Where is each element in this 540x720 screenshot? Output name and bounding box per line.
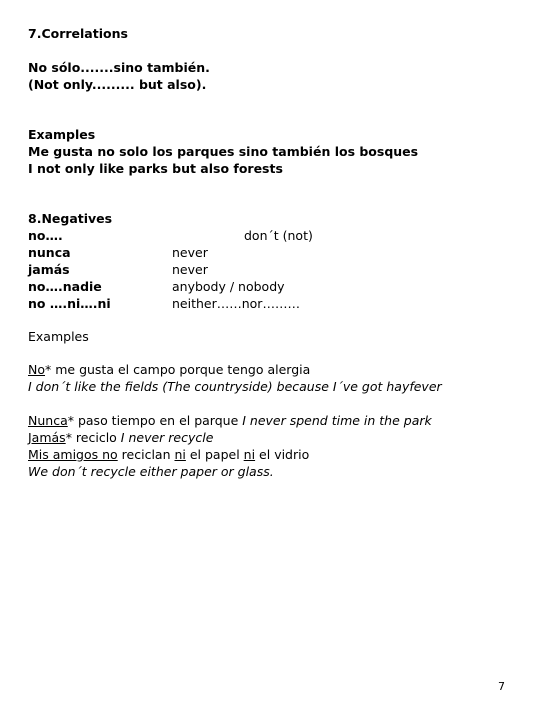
section-7-example-english: I not only like parks but also forests: [28, 161, 283, 176]
negative-english-1: never: [172, 245, 208, 260]
negative-spanish-0: no….: [28, 228, 63, 243]
example-2-rest: * paso tiempo en el parque: [67, 413, 243, 428]
section-7-example-spanish: Me gusta no solo los parques sino también los bosques: [28, 144, 419, 159]
section-7-examples-label: Examples: [28, 127, 96, 142]
example-4-underlined-2: ni: [174, 447, 186, 462]
example-3-english: I never recycle: [120, 430, 214, 445]
section-7-heading: 7.Correlations: [28, 26, 128, 41]
example-4-spanish: [28, 447, 309, 463]
example-2-english: I never spend time in the park: [242, 413, 432, 428]
page-number: 7: [498, 680, 505, 693]
correlation-english: (Not only......... but also).: [28, 77, 207, 92]
example-4-underlined-1: Mis amigos no: [28, 447, 118, 462]
negative-english-2: never: [172, 262, 208, 277]
example-3: [28, 430, 213, 446]
negative-english-3: anybody / nobody: [172, 279, 285, 294]
example-4-text-1: reciclan: [117, 447, 175, 462]
negative-english-4: neither……nor………: [172, 296, 300, 311]
negative-spanish-2: jamás: [28, 262, 70, 277]
example-1-spanish: [28, 362, 310, 378]
example-2-underlined: Nunca: [28, 413, 68, 428]
example-2: [28, 413, 432, 429]
example-1-underlined: No: [28, 362, 45, 377]
section-8-heading: 8.Negatives: [28, 211, 113, 226]
correlation-spanish: No sólo.......sino también.: [28, 60, 210, 75]
negative-spanish-3: no….nadie: [28, 279, 102, 294]
example-3-underlined: Jamás: [28, 430, 66, 445]
example-1-rest: * me gusta el campo porque tengo alergia: [45, 362, 311, 377]
negative-spanish-1: nunca: [28, 245, 71, 260]
example-4-underlined-3: ni: [243, 447, 256, 462]
negative-spanish-4: no ….ni….ni: [28, 296, 111, 311]
example-1-english: I don´t like the fields (The countryside) because I´ve got hayfever: [28, 379, 442, 394]
section-8-examples-label: Examples: [28, 329, 89, 344]
example-4-text-3: el vidrio: [255, 447, 310, 462]
negative-english-0: don´t (not): [244, 228, 313, 243]
example-4-text-2: el papel: [185, 447, 244, 462]
example-3-rest: * reciclo: [65, 430, 121, 445]
example-4-english: We don´t recycle either paper or glass.: [28, 464, 274, 479]
